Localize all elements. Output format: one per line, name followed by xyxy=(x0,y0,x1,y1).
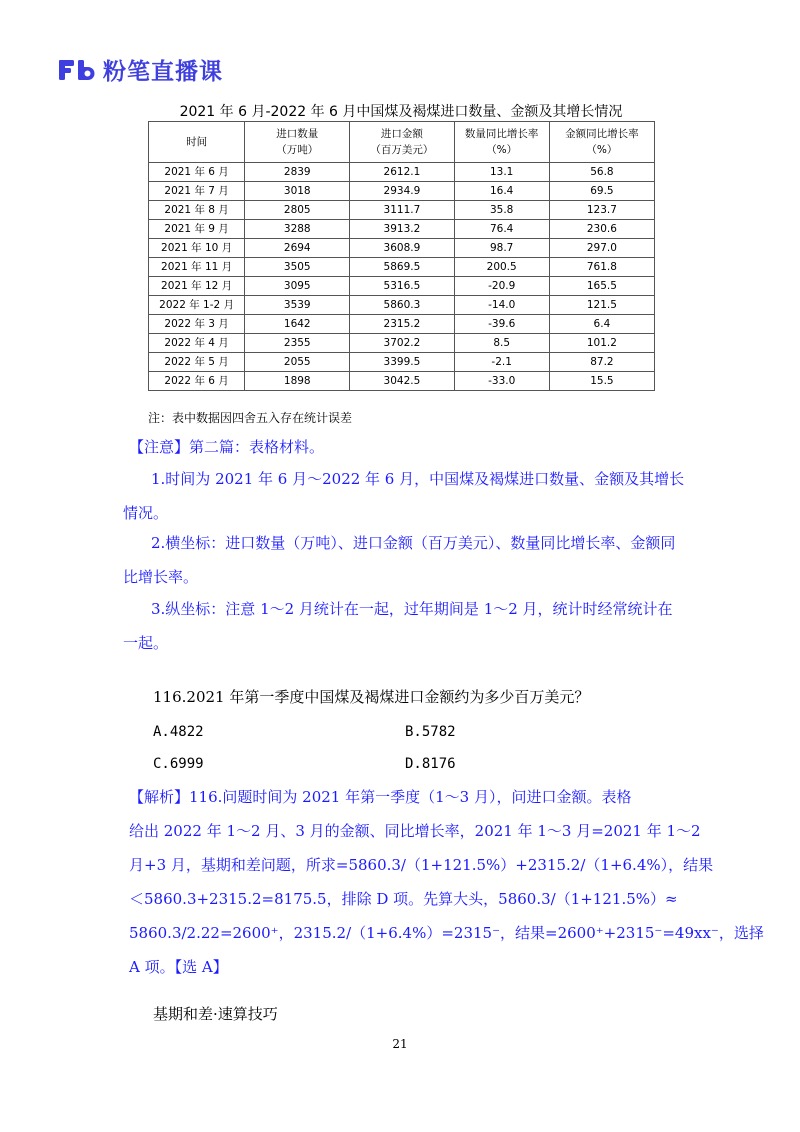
table-cell: 3042.5 xyxy=(350,372,454,391)
table-row xyxy=(149,372,655,391)
table-row xyxy=(149,239,655,258)
table-header-row xyxy=(149,122,655,163)
table-cell: 200.5 xyxy=(454,258,549,277)
table-cell: 13.1 xyxy=(454,163,549,182)
table-cell: 3505 xyxy=(245,258,350,277)
data-table xyxy=(148,121,655,391)
table-cell: 2839 xyxy=(245,163,350,182)
table-cell: 2021 年 12 月 xyxy=(149,277,245,296)
analysis-line: 5860.3/2.22=2600⁺，2315.2/（1+6.4%）=2315⁻，结果=2600⁺+2315⁻=49xx⁻，选择 xyxy=(129,924,764,942)
fenbi-logo-icon xyxy=(57,57,97,83)
table-cell: 3399.5 xyxy=(350,353,454,372)
table-cell: 5316.5 xyxy=(350,277,454,296)
table-row xyxy=(149,182,655,201)
page-number: 21 xyxy=(392,1037,408,1051)
table-cell: 3018 xyxy=(245,182,350,201)
table-cell: 35.8 xyxy=(454,201,549,220)
table-cell: -39.6 xyxy=(454,315,549,334)
table-cell: 69.5 xyxy=(549,182,654,201)
table-cell: 761.8 xyxy=(549,258,654,277)
table-cell: 2022 年 6 月 xyxy=(149,372,245,391)
table-cell: 2055 xyxy=(245,353,350,372)
header-import-quantity: 进口数量 （万吨） xyxy=(245,122,350,163)
option-b: B.5782 xyxy=(405,724,456,740)
table-cell: 2934.9 xyxy=(350,182,454,201)
table-cell: -14.0 xyxy=(454,296,549,315)
logo-text: 粉笔直播课 xyxy=(103,59,223,85)
option-c: C.6999 xyxy=(153,756,204,772)
analysis-line: 给出 2022 年 1～2 月、3 月的金额、同比增长率，2021 年 1～3 月=2021 年 1～2 xyxy=(129,822,701,840)
table-cell: 297.0 xyxy=(549,239,654,258)
table-row xyxy=(149,315,655,334)
table-cell: 2694 xyxy=(245,239,350,258)
table-note: 注：表中数据因四舍五入存在统计误差 xyxy=(148,411,353,425)
table-cell: -33.0 xyxy=(454,372,549,391)
table-cell: 56.8 xyxy=(549,163,654,182)
option-d: D.8176 xyxy=(405,756,456,772)
table-cell: 5869.5 xyxy=(350,258,454,277)
logo xyxy=(57,53,223,86)
analysis-line: A 项。【选 A】 xyxy=(129,958,228,976)
table-cell: 2021 年 10 月 xyxy=(149,239,245,258)
table-cell: 3539 xyxy=(245,296,350,315)
table-cell: 76.4 xyxy=(454,220,549,239)
table-cell: 2805 xyxy=(245,201,350,220)
table-cell: 1642 xyxy=(245,315,350,334)
analysis-line: ＜5860.3+2315.2=8175.5，排除 D 项。先算大头，5860.3/（1+121.5%）≈ xyxy=(129,890,678,908)
header-import-amount: 进口金额 （百万美元） xyxy=(350,122,454,163)
note-paragraph-3: 3.纵坐标：注意 1～2 月统计在一起，过年期间是 1～2 月，统计时经常统计在一起。 xyxy=(123,600,673,652)
table-row xyxy=(149,353,655,372)
table-row xyxy=(149,201,655,220)
table-cell: 2022 年 4 月 xyxy=(149,334,245,353)
note-paragraph-2: 2.横坐标：进口数量（万吨）、进口金额（百万美元）、数量同比增长率、金额同比增长率。 xyxy=(123,534,676,586)
table-cell: 3608.9 xyxy=(350,239,454,258)
note-heading: 【注意】第二篇：表格材料。 xyxy=(129,438,325,456)
header-amount-growth: 金额同比增长率 （%） xyxy=(549,122,654,163)
table-cell: 2612.1 xyxy=(350,163,454,182)
table-row xyxy=(149,220,655,239)
table-cell: 2022 年 1-2 月 xyxy=(149,296,245,315)
table-row xyxy=(149,163,655,182)
table-cell: 3288 xyxy=(245,220,350,239)
table-cell: 98.7 xyxy=(454,239,549,258)
table-cell: 6.4 xyxy=(549,315,654,334)
analysis-line: 【解析】116.问题时间为 2021 年第一季度（1～3 月），问进口金额。表格 xyxy=(129,788,632,806)
table-cell: 8.5 xyxy=(454,334,549,353)
table-cell: 2022 年 5 月 xyxy=(149,353,245,372)
table-row xyxy=(149,277,655,296)
table-row xyxy=(149,296,655,315)
analysis-line: 月+3 月，基期和差问题，所求=5860.3/（1+121.5%）+2315.2/（1+6.4%），结果 xyxy=(129,856,714,874)
table-cell: 1898 xyxy=(245,372,350,391)
table-cell: 230.6 xyxy=(549,220,654,239)
table-cell: 3095 xyxy=(245,277,350,296)
table-cell: 2021 年 9 月 xyxy=(149,220,245,239)
table-cell: 16.4 xyxy=(454,182,549,201)
table-cell: 121.5 xyxy=(549,296,654,315)
header-time: 时间 xyxy=(149,122,245,163)
section-title: 基期和差·速算技巧 xyxy=(153,1005,278,1023)
table-cell: 5860.3 xyxy=(350,296,454,315)
table-cell: 2021 年 11 月 xyxy=(149,258,245,277)
table-cell: 3913.2 xyxy=(350,220,454,239)
table-cell: 2021 年 8 月 xyxy=(149,201,245,220)
table-cell: 3702.2 xyxy=(350,334,454,353)
table-row xyxy=(149,334,655,353)
table-cell: -20.9 xyxy=(454,277,549,296)
option-a: A.4822 xyxy=(153,724,204,740)
table-cell: 2021 年 7 月 xyxy=(149,182,245,201)
table-title: 2021 年 6 月-2022 年 6 月中国煤及褐煤进口数量、金额及其增长情况 xyxy=(179,104,623,120)
table-row xyxy=(149,258,655,277)
table-cell: 2315.2 xyxy=(350,315,454,334)
table-cell: 2021 年 6 月 xyxy=(149,163,245,182)
table-cell: 3111.7 xyxy=(350,201,454,220)
analysis-block xyxy=(123,780,764,984)
table-cell: 87.2 xyxy=(549,353,654,372)
table-cell: 2022 年 3 月 xyxy=(149,315,245,334)
question-stem: 116.2021 年第一季度中国煤及褐煤进口金额约为多少百万美元？ xyxy=(153,688,590,706)
note-paragraph-1: 1.时间为 2021 年 6 月～2022 年 6 月，中国煤及褐煤进口数量、金额及其增长情况。 xyxy=(123,470,685,522)
header-quantity-growth: 数量同比增长率 （%） xyxy=(454,122,549,163)
table-cell: 101.2 xyxy=(549,334,654,353)
table-cell: 2355 xyxy=(245,334,350,353)
table-cell: 123.7 xyxy=(549,201,654,220)
table-cell: -2.1 xyxy=(454,353,549,372)
table-cell: 15.5 xyxy=(549,372,654,391)
table-cell: 165.5 xyxy=(549,277,654,296)
